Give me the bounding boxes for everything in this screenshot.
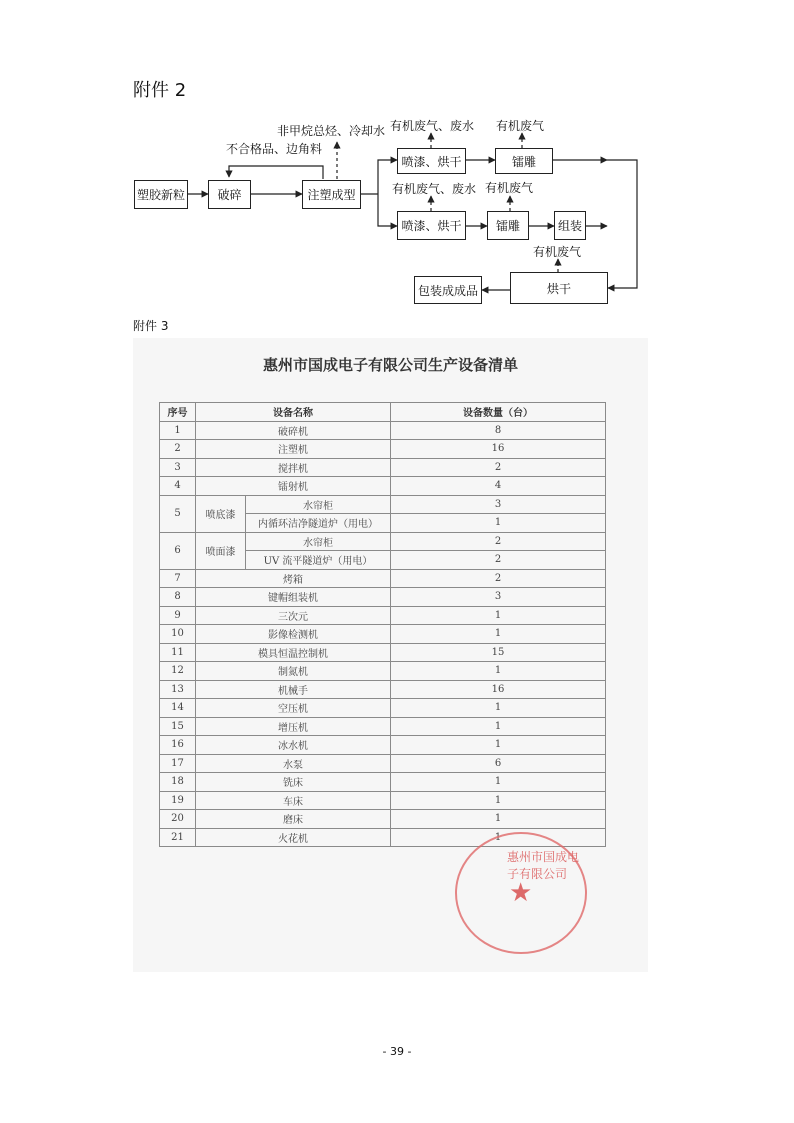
table-cell: 2 — [391, 551, 606, 570]
equipment-list-scan — [133, 338, 648, 972]
table-cell: 2 — [160, 440, 196, 459]
table-cell: 车床 — [196, 791, 391, 810]
table-cell: 3 — [391, 495, 606, 514]
table-cell: 破碎机 — [196, 421, 391, 440]
table-cell: 7 — [160, 569, 196, 588]
table-cell: 1 — [391, 625, 606, 644]
table-row — [160, 773, 606, 792]
table-cell: 制氮机 — [196, 662, 391, 681]
seal-text: 惠州市国成电子有限公司 — [507, 850, 580, 881]
table-cell: 10 — [160, 625, 196, 644]
table-cell: 16 — [391, 440, 606, 459]
node-crushing: 破碎 — [208, 180, 251, 209]
table-cell: 冰水机 — [196, 736, 391, 755]
column-header: 设备数量（台） — [391, 403, 606, 422]
table-cell: 4 — [160, 477, 196, 496]
table-row — [160, 736, 606, 755]
table-header-row — [160, 403, 606, 422]
table-cell: 空压机 — [196, 699, 391, 718]
table-cell: 11 — [160, 643, 196, 662]
table-cell: 增压机 — [196, 717, 391, 736]
table-cell: 18 — [160, 773, 196, 792]
table-cell: 16 — [391, 680, 606, 699]
table-cell: 14 — [160, 699, 196, 718]
table-cell: 15 — [391, 643, 606, 662]
table-cell: 6 — [160, 532, 196, 569]
table-cell: 3 — [160, 458, 196, 477]
table-row — [160, 791, 606, 810]
table-cell: 铣床 — [196, 773, 391, 792]
table-row — [160, 440, 606, 459]
node-plastic-pellets: 塑胶新粒 — [134, 180, 188, 209]
table-cell: 磨床 — [196, 810, 391, 829]
table-cell: 1 — [391, 773, 606, 792]
table-row — [160, 532, 606, 551]
node-packaging: 包装成成品 — [414, 276, 482, 304]
table-cell: 8 — [160, 588, 196, 607]
table-cell: 镭射机 — [196, 477, 391, 496]
column-header: 设备名称 — [196, 403, 391, 422]
table-cell: 2 — [391, 569, 606, 588]
company-seal — [455, 832, 587, 954]
table-row — [160, 495, 606, 514]
table-cell: 三次元 — [196, 606, 391, 625]
annex2-heading: 附件 2 — [133, 80, 187, 101]
table-cell: 1 — [391, 699, 606, 718]
table-cell: 13 — [160, 680, 196, 699]
table-cell: 19 — [160, 791, 196, 810]
table-cell: 1 — [391, 828, 606, 847]
label-gas-water-bottom: 有机废气、废水 — [392, 182, 477, 196]
table-row — [160, 588, 606, 607]
table-row — [160, 699, 606, 718]
table-row — [160, 606, 606, 625]
table-row — [160, 643, 606, 662]
table-row — [160, 569, 606, 588]
table-cell: 喷面漆 — [196, 532, 246, 569]
table-cell: 1 — [391, 810, 606, 829]
label-gas-top: 有机废气 — [496, 119, 545, 133]
table-cell: 模具恒温控制机 — [196, 643, 391, 662]
table-cell: 喷底漆 — [196, 495, 246, 532]
seal-star-icon: ★ — [509, 878, 533, 908]
table-cell: 1 — [391, 662, 606, 681]
table-row — [160, 754, 606, 773]
label-gas-drying: 有机废气 — [533, 245, 582, 259]
table-cell: 烤箱 — [196, 569, 391, 588]
table-row — [160, 625, 606, 644]
table-cell: 1 — [391, 736, 606, 755]
table-cell: 17 — [160, 754, 196, 773]
table-row — [160, 458, 606, 477]
label-reject-scrap: 不合格品、边角料 — [226, 142, 323, 156]
node-injection-molding: 注塑成型 — [302, 180, 361, 209]
table-cell: 20 — [160, 810, 196, 829]
table-cell: 影像检测机 — [196, 625, 391, 644]
column-header: 序号 — [160, 403, 196, 422]
annex3-heading: 附件 3 — [133, 319, 169, 333]
table-cell: 内循环洁净隧道炉（用电） — [246, 514, 391, 533]
table-row — [160, 421, 606, 440]
node-spray-dry-bottom: 喷漆、烘干 — [397, 211, 466, 240]
equipment-list-title: 惠州市国成电子有限公司生产设备清单 — [262, 356, 518, 374]
table-cell: 8 — [391, 421, 606, 440]
table-cell: 5 — [160, 495, 196, 532]
table-row — [160, 680, 606, 699]
table-cell: 水帘柜 — [246, 495, 391, 514]
label-emission-nmhc: 非甲烷总烃、冷却水 — [277, 124, 386, 138]
node-spray-dry-top: 喷漆、烘干 — [397, 148, 466, 174]
table-row — [160, 717, 606, 736]
table-cell: 6 — [391, 754, 606, 773]
node-assembly: 组装 — [554, 211, 586, 240]
label-gas-bottom: 有机废气 — [485, 181, 534, 195]
arrow-merge-drying — [607, 160, 637, 288]
table-cell: 12 — [160, 662, 196, 681]
table-cell: 2 — [391, 458, 606, 477]
page-number: - 39 - — [382, 1045, 412, 1058]
table-cell: 机械手 — [196, 680, 391, 699]
table-cell: 1 — [391, 606, 606, 625]
table-cell: 水帘柜 — [246, 532, 391, 551]
table-cell: 1 — [391, 791, 606, 810]
table-cell: 水泵 — [196, 754, 391, 773]
table-cell: 21 — [160, 828, 196, 847]
table-row — [160, 662, 606, 681]
node-drying: 烘干 — [510, 272, 608, 304]
table-cell: 搅拌机 — [196, 458, 391, 477]
table-cell: 2 — [391, 532, 606, 551]
table-cell: 1 — [391, 717, 606, 736]
label-gas-water-top: 有机废气、废水 — [390, 119, 475, 133]
table-cell: 15 — [160, 717, 196, 736]
table-cell: 16 — [160, 736, 196, 755]
node-laser-engrave-bottom: 镭雕 — [487, 211, 529, 240]
table-cell: 注塑机 — [196, 440, 391, 459]
table-cell: 9 — [160, 606, 196, 625]
table-cell: 3 — [391, 588, 606, 607]
table-cell: 1 — [160, 421, 196, 440]
table-cell: 1 — [391, 514, 606, 533]
arrow-split-bottom — [378, 194, 397, 226]
table-row — [160, 810, 606, 829]
equipment-table — [159, 402, 606, 847]
arrow-scrap-return — [229, 166, 323, 179]
node-laser-engrave-top: 镭雕 — [495, 148, 553, 174]
table-cell: 键帽组装机 — [196, 588, 391, 607]
table-cell: 4 — [391, 477, 606, 496]
table-row — [160, 477, 606, 496]
table-cell: 火花机 — [196, 828, 391, 847]
table-cell: UV 流平隧道炉（用电） — [246, 551, 391, 570]
